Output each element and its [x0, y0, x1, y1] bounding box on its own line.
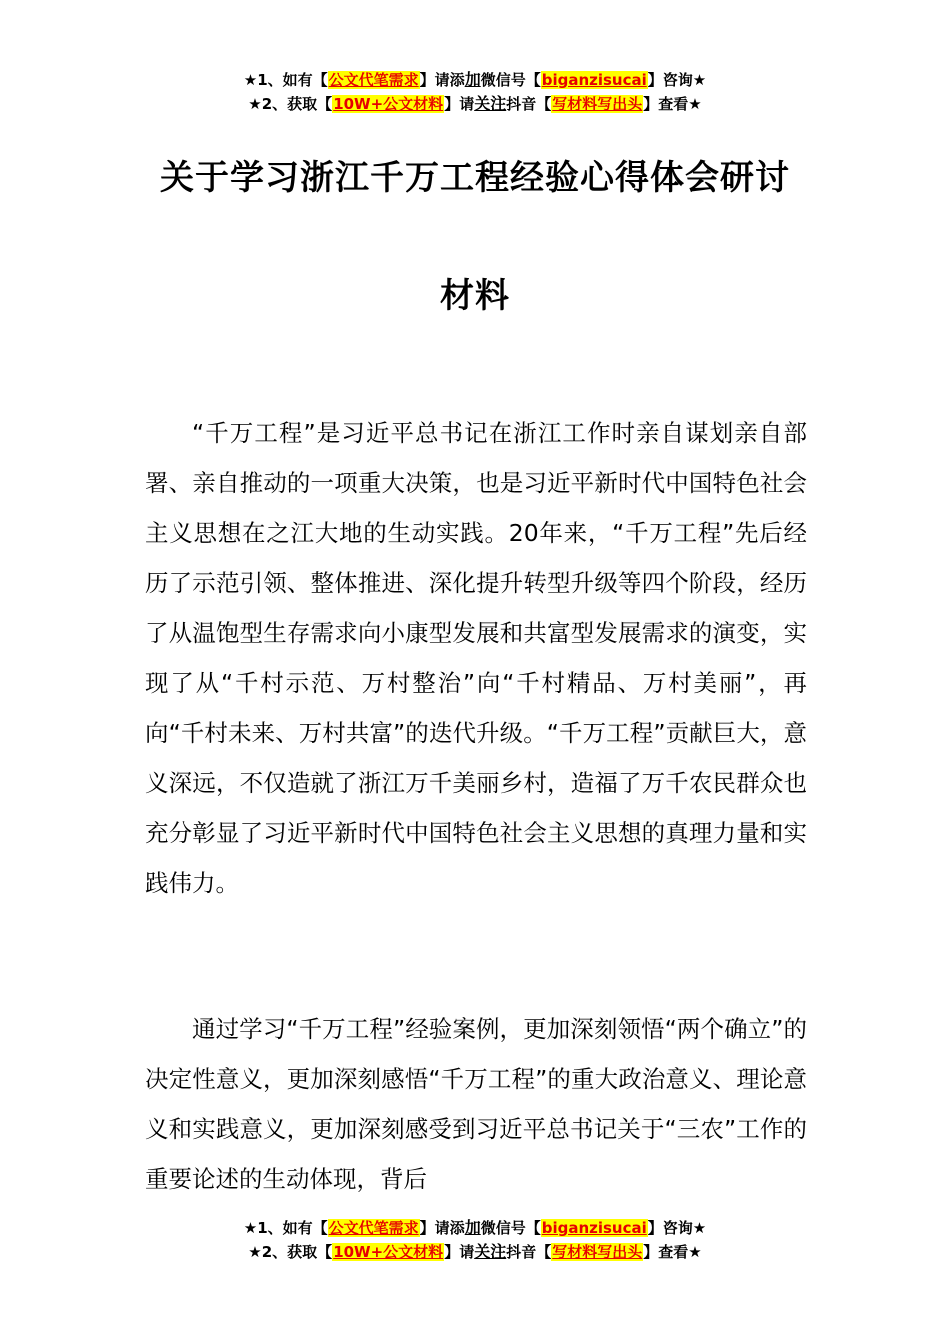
footer-promo-banner: [0, 1216, 950, 1264]
promo-line-2: [0, 92, 950, 116]
promo-underlined-text: 加: [464, 70, 481, 89]
promo-line-2: [0, 1240, 950, 1264]
promo-text: 】请添: [419, 1219, 465, 1237]
promo-underlined-text: 关注: [474, 94, 507, 113]
body-paragraph-1: “千万工程”是习近平总书记在浙江工作时亲自谋划亲自部署、亲自推动的一项重大决策，也是习近平新时代中国特色社会主义思想在之江大地的生动实践。20年来，“千万工程”先后经历了示范引领、整体推进、深化提升转型升级等四个阶段，经历了从温饱型生存需求向小康型发展和共富型发展需求的演变，实现了从“千村示范、万村整治”向“千村精品、万村美丽”，再向“千村未来、万村共富”的迭代升级。“千万工程”贡献巨大，意义深远，不仅造就了浙江万千美丽乡村，造福了万千农民群众也充分彰显了习近平新时代中国特色社会主义思想的真理力量和实践伟力。: [145, 419, 807, 897]
promo-text: 抖音【: [506, 95, 552, 113]
promo-highlight: 公文代笔需求: [328, 71, 419, 89]
promo-highlight: biganzisucai: [541, 1219, 647, 1237]
promo-highlight: 10W+公文材料: [333, 95, 444, 113]
promo-highlight: 写材料写出头: [552, 1243, 643, 1261]
document-title-line-1: 关于学习浙江千万工程经验心得体会研讨: [160, 158, 790, 198]
promo-text: 】咨询★: [647, 71, 707, 89]
promo-text: ★2、获取【: [248, 1243, 333, 1261]
promo-text: 抖音【: [506, 1243, 552, 1261]
promo-line-1: [0, 68, 950, 92]
promo-highlight: 写材料写出头: [552, 95, 643, 113]
promo-text: ★1、如有【: [243, 71, 328, 89]
document-title-line-2: 材料: [440, 276, 510, 316]
promo-highlight: 10W+公文材料: [333, 1243, 444, 1261]
promo-text: 】咨询★: [647, 1219, 707, 1237]
promo-text: 】请: [444, 95, 475, 113]
promo-highlight: biganzisucai: [541, 71, 647, 89]
promo-line-1: [0, 1216, 950, 1240]
body-paragraph-2: 通过学习“千万工程”经验案例，更加深刻领悟“两个确立”的决定性意义，更加深刻感悟“千万工程”的重大政治意义、理论意义和实践意义，更加深刻感受到习近平总书记关于“三农”工作的重要论述的生动体现，背后: [145, 1015, 807, 1193]
promo-text: 微信号【: [480, 71, 541, 89]
promo-highlight: 公文代笔需求: [328, 1219, 419, 1237]
promo-text: ★1、如有【: [243, 1219, 328, 1237]
header-promo-banner: [0, 68, 950, 116]
promo-text: ★2、获取【: [248, 95, 333, 113]
promo-underlined-text: 加: [464, 1218, 481, 1237]
promo-text: 】查看★: [643, 1243, 702, 1261]
promo-text: 】请: [444, 1243, 475, 1261]
promo-text: 微信号【: [480, 1219, 541, 1237]
promo-text: 】查看★: [643, 95, 702, 113]
promo-underlined-text: 关注: [474, 1242, 507, 1261]
promo-text: 】请添: [419, 71, 465, 89]
